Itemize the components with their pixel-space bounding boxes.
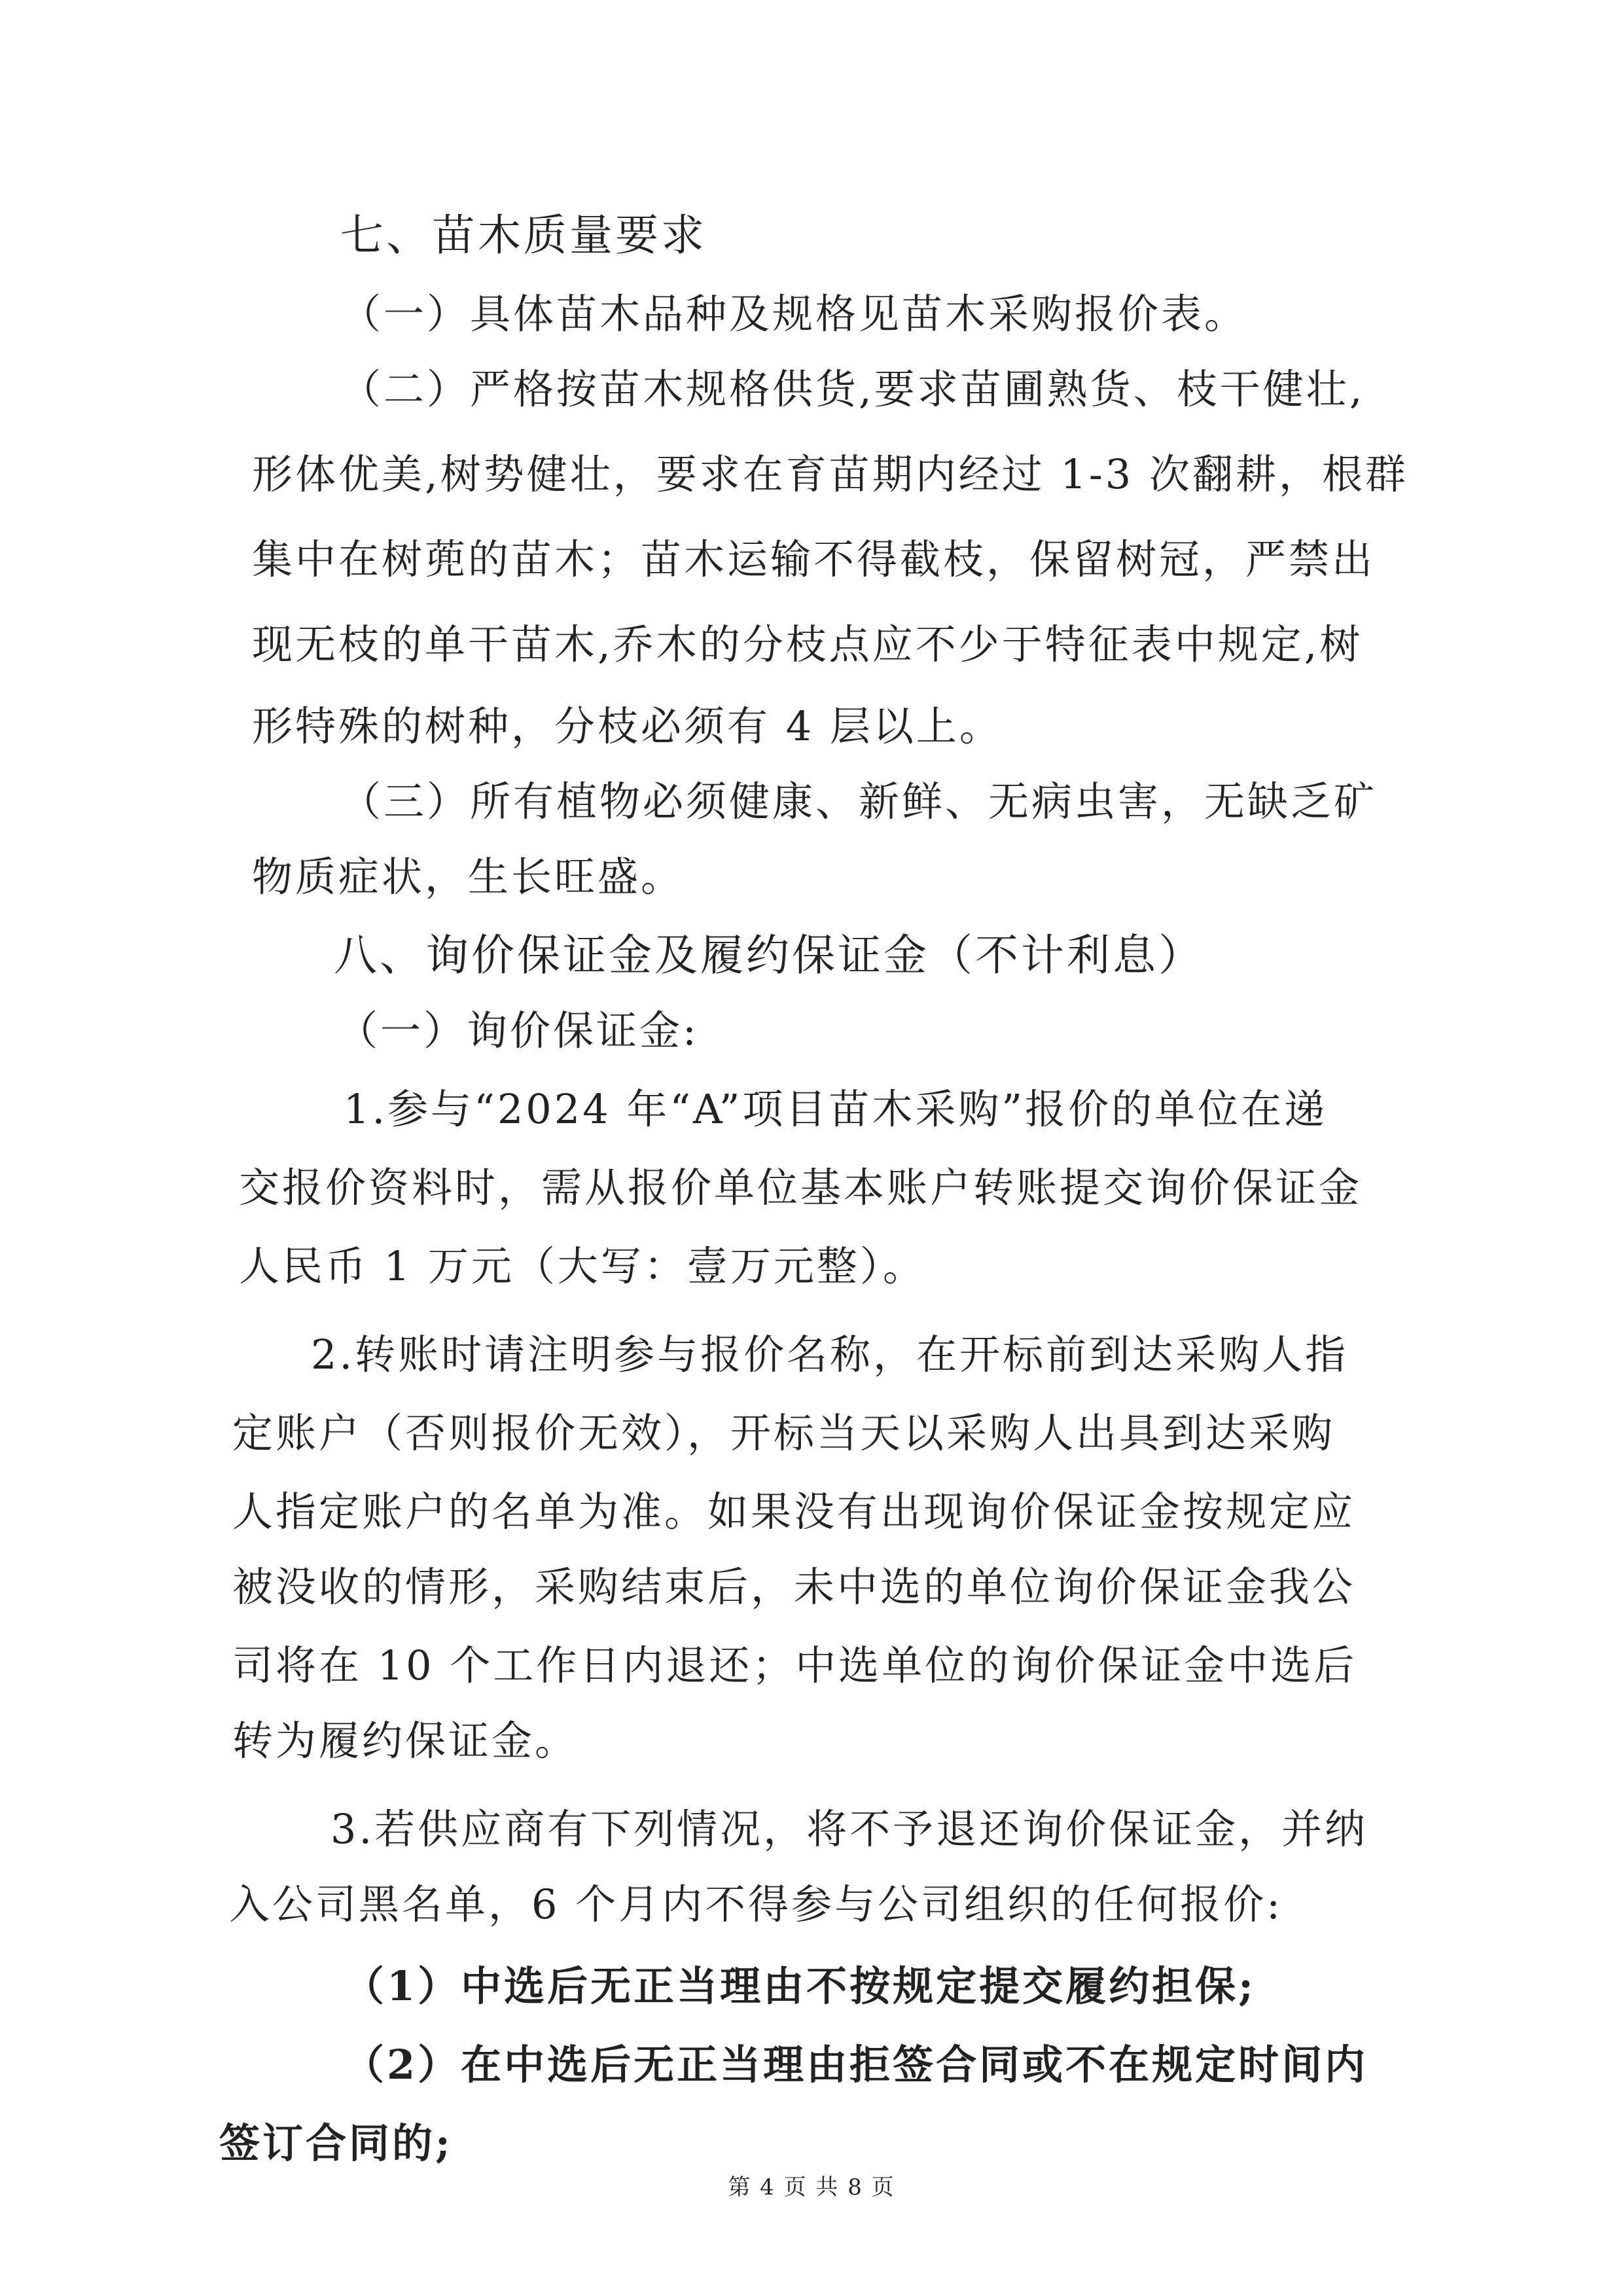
section-8-p2-line-2: 定账户（否则报价无效），开标当天以采购人出具到达采购 — [232, 1409, 1336, 1457]
section-7-item-2-line-3: 集中在树蔸的苗木；苗木运输不得截枝，保留树冠，严禁出 — [252, 535, 1376, 583]
section-8-p1-line-1: 1.参与“2024 年“A”项目苗木采购”报价的单位在递 — [344, 1085, 1328, 1133]
section-8-sub-1: （一）询价保证金: — [337, 1007, 699, 1054]
section-8-p3-line-1: 3.若供应商有下列情况，将不予退还询价保证金，并纳 — [330, 1805, 1368, 1853]
section-8-p2-line-5: 司将在 10 个工作日内退还；中选单位的询价保证金中选后 — [232, 1641, 1357, 1689]
section-8-case-1: （1）中选后无正当理由不按规定提交履约担保; — [344, 1962, 1257, 2010]
section-8-case-2-line-1: （2）在中选后无正当理由拒签合同或不在规定时间内 — [344, 2041, 1368, 2089]
section-7-item-2-line-4: 现无枝的单干苗木,乔木的分枝点应不少于特征表中规定,树 — [252, 620, 1363, 668]
section-7-heading: 七、苗木质量要求 — [340, 210, 707, 260]
section-8-p2-line-4: 被没收的情形，采购结束后，未中选的单位询价保证金我公 — [232, 1563, 1356, 1611]
section-8-p3-line-2: 入公司黑名单，6 个月内不得参与公司组织的任何报价: — [229, 1880, 1283, 1928]
section-7-item-3-line-1: （三）所有植物必须健康、新鲜、无病虫害，无缺乏矿 — [340, 778, 1378, 825]
section-8-p1-line-2: 交报价资料时，需从报价单位基本账户转账提交询价保证金 — [239, 1164, 1363, 1211]
section-8-case-2-line-2: 签订合同的; — [219, 2119, 453, 2167]
section-8-heading: 八、询价保证金及履约保证金（不计利息） — [334, 930, 1204, 980]
section-7-item-2-line-1: （二）严格按苗木规格供货,要求苗圃熟货、枝干健壮, — [340, 365, 1365, 413]
section-8-p2-line-1: 2.转账时请注明参与报价名称，在开标前到达采购人指 — [311, 1331, 1349, 1378]
section-7-item-2-line-2: 形体优美,树势健壮，要求在育苗期内经过 1-3 次翻耕，根群 — [252, 450, 1408, 498]
section-8-p1-line-3: 人民币 1 万元（大写：壹万元整）。 — [239, 1242, 926, 1290]
section-7-item-3-line-2: 物质症状，生长旺盛。 — [252, 853, 685, 901]
section-8-p2-line-6: 转为履约保证金。 — [232, 1717, 579, 1765]
page-number-footer: 第 4 页 共 8 页 — [728, 2174, 895, 2200]
section-7-item-1: （一）具体苗木品种及规格见苗木采购报价表。 — [340, 290, 1248, 338]
section-7-item-2-line-5: 形特殊的树种，分枝必须有 4 层以上。 — [252, 702, 1003, 750]
section-8-p2-line-3: 人指定账户的名单为准。如果没有出现询价保证金按规定应 — [232, 1488, 1356, 1535]
